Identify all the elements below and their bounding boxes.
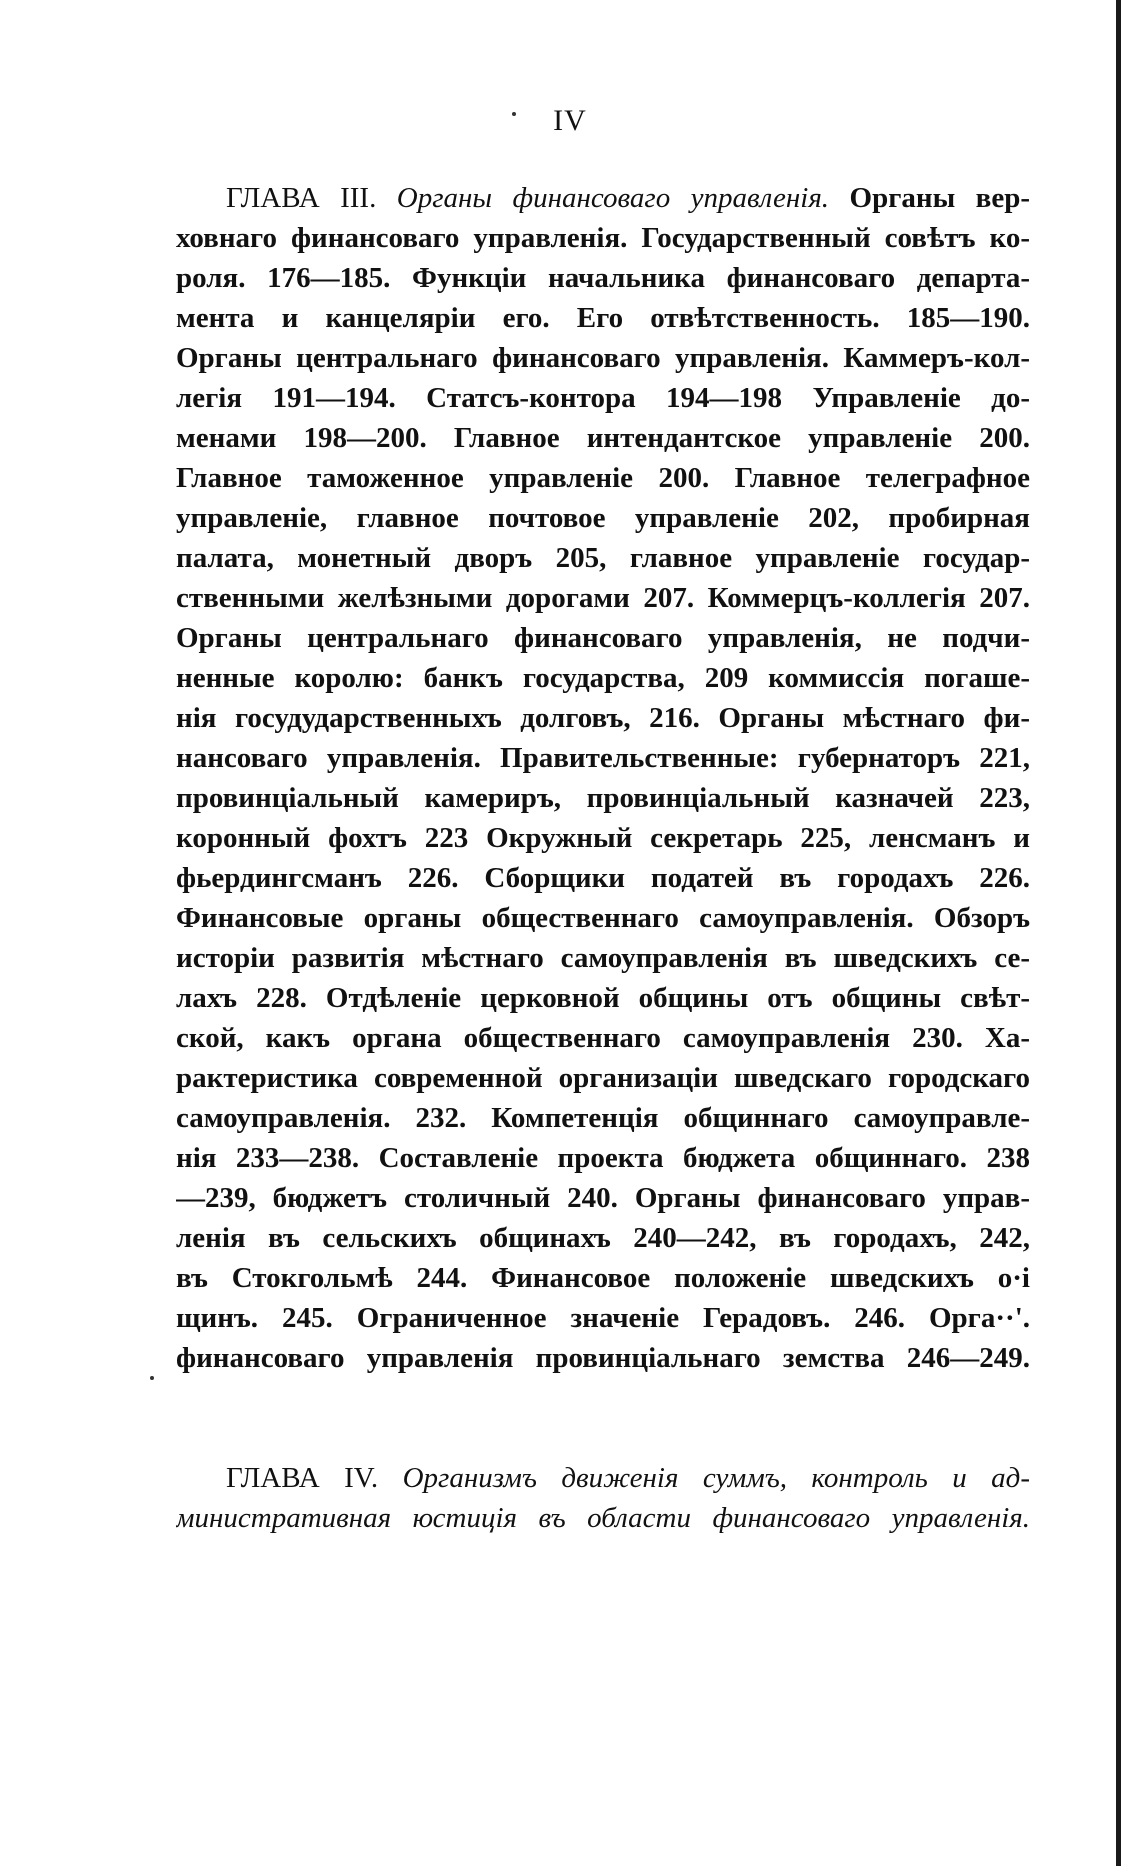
text-line: провинціальный камериръ, провинціальный казначей 223,	[176, 782, 1030, 814]
text-line: нансоваго управленія. Правительственные: губернаторъ 221,	[176, 742, 1030, 774]
text-line: ховнаго финансоваго управленія. Государственный совѣтъ ко-	[176, 222, 1030, 254]
text-line: нія госудударственныхъ долговъ, 216. Органы мѣстнаго фи-	[176, 702, 1030, 734]
chapter-3-section	[176, 178, 1030, 1378]
text-line: въ Стокгольмѣ 244. Финансовое положеніе шведскихъ о·і	[176, 1262, 1030, 1294]
text-line: управленіе, главное почтовое управленіе 202, пробирная	[176, 502, 1030, 534]
text-line: лахъ 228. Отдѣленіе церковной общины отъ общины свѣт-	[176, 982, 1030, 1014]
chapter-4-title-line2: министративная юстиція въ области финансоваго управленія.	[176, 1502, 1030, 1534]
text-line: мента и канцеляріи его. Его отвѣтственность. 185—190.	[176, 302, 1030, 334]
text-line: коронный фохтъ 223 Окружный секретарь 225, ленсманъ и	[176, 822, 1030, 854]
page-number: IV	[553, 104, 587, 137]
text-line: щинъ. 245. Ограниченное значеніе Герадовъ. 246. Орга··'.	[176, 1302, 1030, 1334]
text-line: ской, какъ органа общественнаго самоуправленія 230. Ха-	[176, 1022, 1030, 1054]
page-edge-rule	[1116, 0, 1121, 1866]
chapter-4-first-line	[176, 1458, 1030, 1498]
text-line: финансоваго управленія провинціальнаго земства 246—249.	[176, 1342, 1030, 1374]
chapter-3-title: Органы финансоваго управленія.	[396, 182, 830, 214]
text-line: ленія въ сельскихъ общинахъ 240—242, въ городахъ, 242,	[176, 1222, 1030, 1254]
text-line: исторіи развитія мѣстнаго самоуправленія въ шведскихъ се-	[176, 942, 1030, 974]
speck-mark	[150, 1376, 154, 1380]
text-line: Главное таможенное управленіе 200. Главное телеграфное	[176, 462, 1030, 494]
text-line: Финансовые органы общественнаго самоуправленія. Обзоръ	[176, 902, 1030, 934]
text-line: самоуправленія. 232. Компетенція общиннаго самоуправле-	[176, 1102, 1030, 1134]
chapter-4-label: ГЛАВА IV.	[226, 1462, 379, 1494]
text-line: нія 233—238. Составленіе проекта бюджета общиннаго. 238	[176, 1142, 1030, 1174]
text-line: Органы центральнаго финансоваго управленія. Каммеръ-кол-	[176, 342, 1030, 374]
text-line: фьердингсманъ 226. Сборщики податей въ городахъ 226.	[176, 862, 1030, 894]
chapter-4-title-part1: Организмъ движенія суммъ, контроль и ад-	[402, 1462, 1030, 1494]
text-line: палата, монетный дворъ 205, главное управленіе государ-	[176, 542, 1030, 574]
chapter-3-first-line-rest: Органы вер-	[849, 182, 1030, 214]
text-line: менами 198—200. Главное интендантское управленіе 200.	[176, 422, 1030, 454]
text-line: ненные королю: банкъ государства, 209 коммиссія погаше-	[176, 662, 1030, 694]
chapter-3-body	[176, 218, 1030, 1378]
text-line: легія 191—194. Статсъ-контора 194—198 Управленіе до-	[176, 382, 1030, 414]
text-line: роля. 176—185. Функціи начальника финансоваго департа-	[176, 262, 1030, 294]
text-line: Органы центральнаго финансоваго управленія, не подчи-	[176, 622, 1030, 654]
text-line: рактеристика современной организаціи шведскаго городскаго	[176, 1062, 1030, 1094]
text-line: ственными желѣзными дорогами 207. Коммерцъ-коллегія 207.	[176, 582, 1030, 614]
chapter-3-label: ГЛАВА III.	[226, 182, 377, 214]
chapter-4-section	[176, 1458, 1030, 1538]
text-line: —239, бюджетъ столичный 240. Органы финансоваго управ-	[176, 1182, 1030, 1214]
chapter-3-first-line	[176, 178, 1030, 218]
